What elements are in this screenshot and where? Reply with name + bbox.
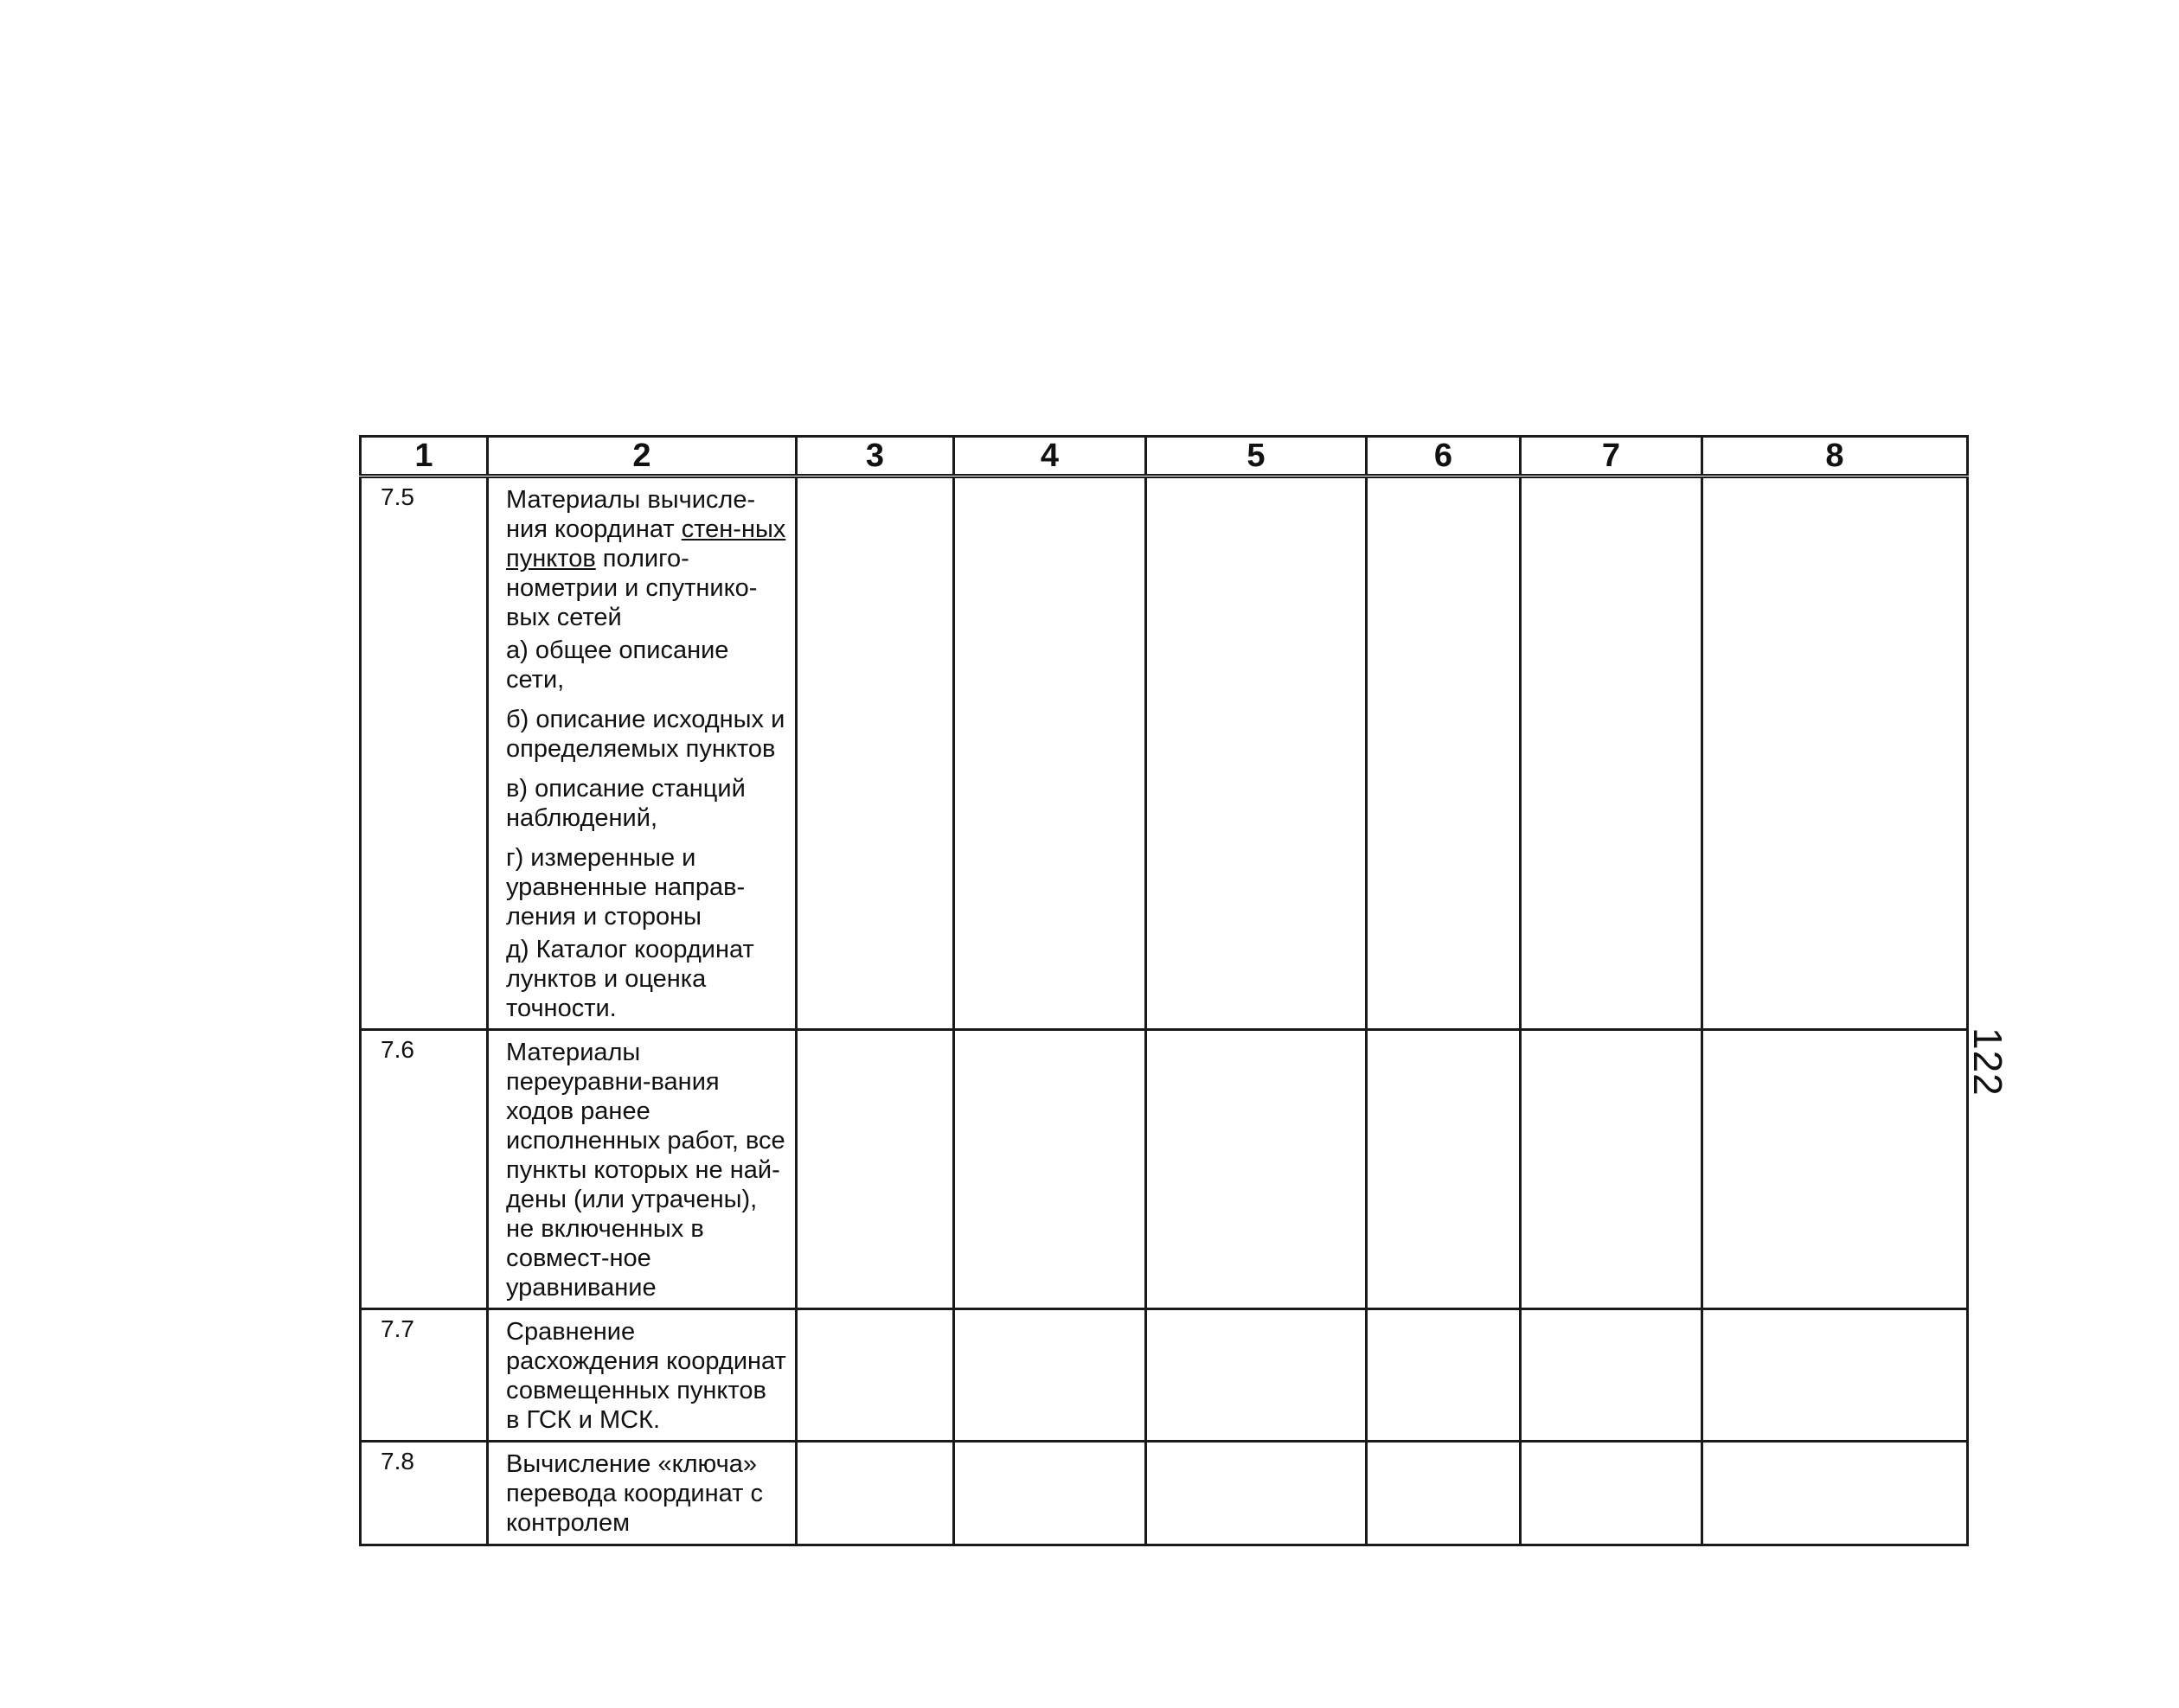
empty-cell bbox=[1367, 1309, 1521, 1442]
header-col-7: 7 bbox=[1521, 437, 1702, 477]
empty-cell bbox=[1521, 1442, 1702, 1545]
table-row bbox=[361, 1030, 1968, 1309]
empty-cell bbox=[954, 1030, 1146, 1309]
empty-cell bbox=[797, 1442, 954, 1545]
list-item: а) общее описание сети, bbox=[506, 637, 729, 694]
empty-cell bbox=[1367, 477, 1521, 1030]
empty-cell bbox=[954, 477, 1146, 1030]
list-item: б) описание исходных и определяемых пунктов bbox=[506, 706, 785, 763]
empty-cell bbox=[797, 1030, 954, 1309]
empty-cell bbox=[1702, 1442, 1968, 1545]
empty-cell bbox=[1367, 1442, 1521, 1545]
table-row bbox=[361, 477, 1968, 1030]
header-col-6: 6 bbox=[1367, 437, 1521, 477]
header-col-2: 2 bbox=[488, 437, 797, 477]
empty-cell bbox=[797, 1309, 954, 1442]
page-number: 122 bbox=[1965, 1027, 2010, 1097]
table-row bbox=[361, 1309, 1968, 1442]
empty-cell bbox=[1702, 477, 1968, 1030]
row-number: 7.6 bbox=[361, 1030, 488, 1309]
empty-cell bbox=[954, 1309, 1146, 1442]
row-number: 7.5 bbox=[361, 477, 488, 1030]
empty-cell bbox=[1521, 1030, 1702, 1309]
header-col-4: 4 bbox=[954, 437, 1146, 477]
header-col-1: 1 bbox=[361, 437, 488, 477]
row-description: Сравнение расхождения координат совмещенных пунктов в ГСК и МСК. bbox=[488, 1309, 797, 1442]
list-item: д) Каталог координат лунктов и оценка точности. bbox=[506, 936, 754, 1022]
empty-cell bbox=[954, 1442, 1146, 1545]
row-number: 7.7 bbox=[361, 1309, 488, 1442]
empty-cell bbox=[1521, 1309, 1702, 1442]
row-description bbox=[488, 477, 797, 1030]
empty-cell bbox=[1146, 1309, 1367, 1442]
empty-cell bbox=[1521, 477, 1702, 1030]
empty-cell bbox=[1702, 1030, 1968, 1309]
empty-cell bbox=[1702, 1309, 1968, 1442]
empty-cell bbox=[1367, 1030, 1521, 1309]
register-table bbox=[359, 435, 1969, 1546]
header-row bbox=[361, 437, 1968, 477]
header-col-8: 8 bbox=[1702, 437, 1968, 477]
empty-cell bbox=[1146, 477, 1367, 1030]
empty-cell bbox=[797, 477, 954, 1030]
empty-cell bbox=[1146, 1030, 1367, 1309]
row-description: Вычисление «ключа» перевода координат с контролем bbox=[488, 1442, 797, 1545]
row-description: Материалы переуравни-вания ходов ранее исполненных работ, все пункты которых не най-дены (или утрачены), не включенных в совмест-ное уравнивание bbox=[488, 1030, 797, 1309]
list-item: г) измеренные и уравненные направ-ления и стороны bbox=[506, 844, 746, 931]
row-title-underlined: стен-ных пунктов bbox=[506, 515, 786, 573]
header-col-3: 3 bbox=[797, 437, 954, 477]
row-title bbox=[506, 485, 786, 632]
header-col-5: 5 bbox=[1146, 437, 1367, 477]
row-title-start: Материалы вычисле-ния координат bbox=[506, 486, 756, 543]
row-title-end: полиго-нометрии и спутнико-вых сетей bbox=[506, 545, 758, 631]
row-number: 7.8 bbox=[361, 1442, 488, 1545]
list-item: в) описание станций наблюдений, bbox=[506, 775, 746, 832]
empty-cell bbox=[1146, 1442, 1367, 1545]
table-row bbox=[361, 1442, 1968, 1545]
